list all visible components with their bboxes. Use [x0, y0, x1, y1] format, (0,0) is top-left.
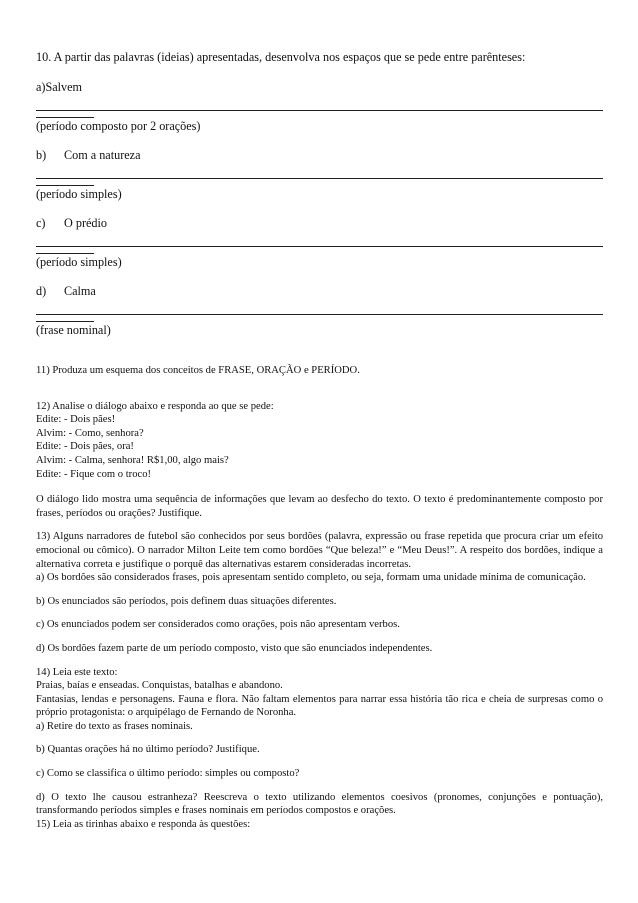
option-d: d) Os bordões fazem parte de um período composto, visto que são enunciados independentes. [36, 642, 433, 654]
question-10-item-c [36, 216, 603, 270]
item-word: Salvem [45, 80, 83, 94]
item-d: d) O texto lhe causou estranheza? Reescreva o texto utilizando elementos coesivos (pronomes, conjunções e pontuação), transformando períodos simples e frases nominais em períodos compostos e orações. [36, 791, 603, 817]
question-14 [36, 666, 603, 818]
item-tag: b) [36, 148, 47, 162]
item-label [36, 284, 603, 299]
option-b: b) Os enunciados são períodos, pois definem duas situações diferentes. [36, 595, 337, 607]
item-tag: c) [36, 216, 46, 230]
item-hint: (período composto por 2 orações) [36, 119, 201, 133]
item-word: Com a natureza [64, 148, 141, 162]
item-label [36, 80, 603, 95]
item-hint: (frase nominal) [36, 323, 111, 337]
reading-text-line: Praias, baías e enseadas. Conquistas, batalhas e abandono. [36, 680, 283, 692]
question-13-text: 13) Alguns narradores de futebol são conhecidos por seus bordões (palavra, expressão ou frase repetida que procura criar um efeito emocional ou cômico). O narrador Milton Leite tem como bordões “Que beleza!” e “Meu Deus!”. A respeito dos bordões, indique a alternativa correta e justifique o porquê das alternativas estarem consideradas incorretas. [36, 531, 603, 570]
answer-line-continuation[interactable] [36, 179, 94, 186]
question-15: 15) Leia as tirinhas abaixo e responda às questões: [36, 818, 251, 830]
answer-line-continuation[interactable] [36, 247, 94, 254]
question-10-title: 10. A partir das palavras (ideias) apresentadas, desenvolva nos espaços que se pede entre parênteses: [36, 50, 526, 64]
answer-line-continuation[interactable] [36, 315, 94, 322]
item-a: a) Retire do texto as frases nominais. [36, 720, 193, 732]
dialogue-line: Edite: - Fique com o troco! [36, 468, 152, 480]
answer-line[interactable] [36, 95, 603, 111]
question-13 [36, 530, 603, 655]
reading-text-paragraph: Fantasias, lendas e personagens. Fauna e flora. Não faltam elementos para narrar essa história tão rica e cheia de surpresas como o próprio protagonista: o arquipélago de Fernando de Noronha. [36, 693, 603, 719]
answer-line[interactable] [36, 163, 603, 179]
item-word: O prédio [64, 216, 107, 230]
dialogue-line: Edite: - Dois pães! [36, 414, 116, 426]
question-12-prompt: O diálogo lido mostra uma sequência de informações que levam ao desfecho do texto. O texto é predominantemente composto por frases, períodos ou orações? Justifique. [36, 494, 603, 519]
question-10 [36, 50, 603, 338]
question-12-title: 12) Analise o diálogo abaixo e responda ao que se pede: [36, 400, 274, 412]
question-14-title: 14) Leia este texto: [36, 666, 118, 678]
option-c: c) Os enunciados podem ser considerados como orações, pois não apresentam verbos. [36, 619, 400, 631]
answer-line[interactable] [36, 231, 603, 247]
item-hint: (período simples) [36, 187, 122, 201]
dialogue-line: Alvim: - Calma, senhora! R$1,00, algo mais? [36, 454, 229, 466]
answer-line-continuation[interactable] [36, 111, 94, 118]
item-tag: a) [36, 80, 46, 94]
question-10-item-d [36, 284, 603, 338]
item-b: b) Quantas orações há no último período? Justifique. [36, 744, 260, 756]
option-a: a) Os bordões são considerados frases, pois apresentam sentido completo, ou seja, formam uma unidade mínima de comunicação. [36, 572, 586, 584]
item-hint: (período simples) [36, 255, 122, 269]
item-label [36, 148, 603, 163]
dialogue-line: Edite: - Dois pães, ora! [36, 441, 134, 453]
item-tag: d) [36, 284, 47, 298]
question-10-item-b [36, 148, 603, 202]
answer-line[interactable] [36, 299, 603, 315]
item-c: c) Como se classifica o último período: simples ou composto? [36, 768, 300, 780]
item-word: Calma [64, 284, 96, 298]
worksheet-page [36, 50, 603, 831]
question-12 [36, 400, 603, 521]
question-10-item-a [36, 80, 603, 134]
dialogue-line: Alvim: - Como, senhora? [36, 427, 144, 439]
item-label [36, 216, 603, 231]
question-11: 11) Produza um esquema dos conceitos de FRASE, ORAÇÃO e PERÍODO. [36, 365, 360, 376]
